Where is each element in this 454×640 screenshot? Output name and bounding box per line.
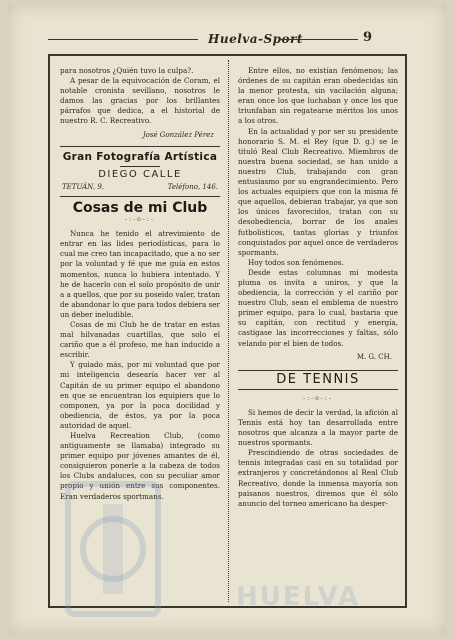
ad-title: Gran Fotografía Artística — [62, 150, 218, 163]
article-paragraph: Entre ellos, no existían fenómenos; las órdenes de su capitán eran obedecidas sin la menor protesta, sin vacilación alguna; eran once los que luchaban y once los que triunfaban sin regatearse méritos los unos a los otros. — [238, 66, 398, 126]
ad-address: TETUÁN, 9. — [62, 182, 104, 191]
ad-name: DIEGO CALLE — [98, 168, 182, 180]
header-rule-right — [280, 39, 358, 40]
ornament-divider: -:-o-:- — [125, 216, 155, 224]
newspaper-page — [8, 4, 446, 634]
header-rule-left — [48, 39, 198, 40]
article-frame — [48, 54, 407, 608]
ad-rule — [120, 166, 160, 167]
article-signature: M. G. CH. — [356, 352, 392, 361]
tennis-paragraph: Prescindiendo de otras sociedades de tennis integradas casi en su totalidad por extranjeros y concretándonos al Real Club Recreativo, donde la inmensa mayoría son paisanos nuestros, diremos que él sólo anuncio del torneo americano ha desper- — [238, 448, 398, 508]
intro-signature: José González Pérez — [142, 130, 214, 139]
page-header — [48, 30, 386, 50]
page-number: 9 — [363, 30, 373, 45]
tennis-paragraph: Si hemos de decir la verdad, la afición al Tennis está hoy tan desarrollada entre nosotros que alcanza a la mayor parte de nuestros spormants. — [238, 407, 398, 448]
intro-paragraph: A pesar de la equivocación de Coram, el notable cronista sevillano, nosotros le damos las gracias por los brillantes párrafos que dedica, a el historial de nuestro R. C. Recreativo. — [60, 76, 220, 126]
ad-phone: Teléfono, 146. — [167, 182, 218, 191]
publication-title: Huelva-Sport — [208, 32, 303, 46]
article-paragraph: Hoy todos son fenómenos. — [248, 257, 344, 267]
left-column — [60, 66, 220, 502]
photography-ad — [60, 146, 220, 197]
article-paragraph: Y guiado más, por mi voluntad que por mi inteligencia desearía hacer ver al Capitán de su primer equipo el abandono en que se encuentran los equipiers que lo componen, ya por la poca docilidad y obediencia, de éstos, ya por la poca autoridad de aquel. — [60, 360, 220, 430]
section-title: Cosas de mi Club — [72, 199, 208, 216]
intro-paragraph: para nosotros ¿Quién tuvo la culpa?. — [60, 66, 194, 75]
article-paragraph: En la actualidad y por ser su presidente honorario S. M. el Rey (que D. g.) se le tituló Real Club Recreativo. Miembros de nuestra buena sociedad, se han unido a nuestro Club, trabajando con gran entusiasmo por su engrandecimiento. Pero los actuales equipiers que con la misma fé que aquellos, debieran trabajar, ya que son los únicos favorecidos, tratan con su desobediencia, borrar de los anales futbolísticos, tantas glorias y triunfos conquistados por aquel once de verdaderos spormants. — [238, 126, 398, 257]
watermark-text: HUELVA — [236, 582, 361, 612]
ad-contact — [60, 182, 220, 192]
tennis-section-title: DE TENNIS — [238, 370, 398, 390]
article-paragraph: Cosas de mi Club he de tratar en estas mal hilvanadas cuartillas, que solo el cariño que a él profeso, me han inducido a escribir. — [60, 319, 220, 360]
article-paragraph: Desde estas columnas mi modesta pluma os invita a uniros, y que la obediencia, la corrección y el cariño por nuestro Club, sean el emblema de nuestro primer equipo, para lo cual, bastaria que su capitán, con rectitud y energía, castigase las incorrecciones y faltas, sólo velando por el bien de todos. — [238, 267, 398, 348]
article-paragraph: Nunca he tenido el atrevimiento de entrar en las lides periodísticas, para lo cual me creo tan incapacitado, que a no ser por la voluntad y fé que me guía en estos momentos, nunca lo hubiera intentado. Y he de hacerlo con el solo propósito de unir a a quellos, que por su poseido valer, tratan de abandonar lo que para todos debiera ser un deber ineludible. — [60, 229, 220, 319]
ornament-divider: -:-o-:- — [303, 394, 333, 402]
right-column — [238, 66, 398, 509]
column-divider — [228, 60, 229, 602]
article-paragraph: Huelva Recreation Club, (como antiguamente se llamaba) integrado su primer equipo por jóvenes amantes de él, consiguieron ponerle a la cabeza de todos los Clubs andaluces, con su peculiar amor propio y unión entre sus componentes. Eran verdaderos sportmans. — [60, 431, 220, 501]
